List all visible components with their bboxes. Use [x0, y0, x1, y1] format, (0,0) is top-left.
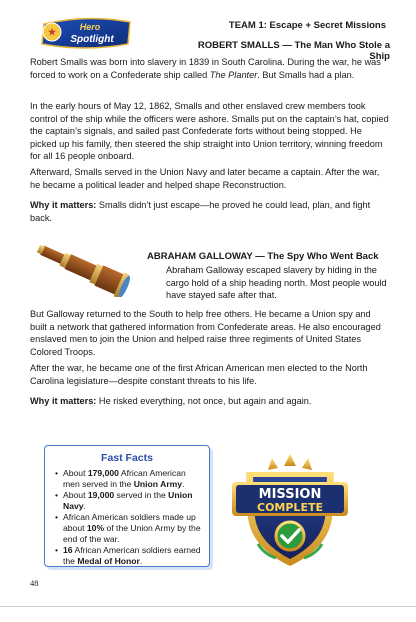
galloway-title: ABRAHAM GALLOWAY — The Spy Who Went Back — [147, 251, 379, 262]
logo-line2: Spotlight — [70, 34, 114, 45]
fact-item: • 16 African American soldiers earned the Medal of Honor. — [57, 545, 203, 567]
fast-facts-title: Fast Facts — [101, 452, 153, 464]
logo-line1: Hero — [79, 22, 101, 32]
smalls-paragraph-3: Afterward, Smalls served in the Union Navy and later became a captain. After the war, he became a political leader and helped shape Reconstruction. — [30, 167, 380, 190]
ship-name: The Planter — [209, 69, 258, 80]
svg-text:★: ★ — [47, 27, 57, 37]
galloway-why-it-matters: Why it matters: He risked everything, not once, but again and again. — [30, 396, 312, 406]
spyglass-icon — [30, 241, 134, 297]
fast-facts-box — [44, 445, 210, 567]
fact-item: • About 179,000 African American men served in the Union Army. — [57, 468, 203, 490]
galloway-paragraph-2: But Galloway returned to the South to help free others. He became a Union spy and built a network that gathered information from Confederate areas. He also encouraged enslaved men to join the Union and helped raise three regiments of United States Colored Troops. — [30, 309, 381, 357]
fact-item: • About 19,000 served in the Union Navy. — [57, 490, 203, 512]
page-number: 48 — [30, 578, 39, 588]
team-heading: TEAM 1: Escape + Secret Missions — [228, 20, 386, 31]
galloway-paragraph-3: After the war, he became one of the first African American men elected to the North Carolina legislature—despite constant threats to his life. — [30, 363, 368, 386]
smalls-why-it-matters: Why it matters: Smalls didn’t just escape—he proved he could lead, plan, and fight back. — [30, 200, 371, 223]
badge-line1: MISSION — [258, 487, 322, 502]
fact-item: • African American soldiers made up about 10% of the Union Army by the end of the war. — [57, 512, 203, 545]
mission-complete-badge-icon — [228, 452, 352, 570]
smalls-title: ROBERT SMALLS — The Man Who Stole a Ship — [197, 40, 390, 62]
footer-divider — [0, 606, 416, 607]
galloway-paragraph-1: Abraham Galloway escaped slavery by hiding in the cargo hold of a ship heading north. Most people would have stayed safe after that. — [166, 265, 387, 301]
badge-line2: COMPLETE — [257, 501, 323, 514]
smalls-paragraph-1: Robert Smalls was born into slavery in 1839 in South Carolina. During the war, he was forced to work on a Confederate ship called The Planter. But Smalls had a plan. — [30, 57, 381, 80]
hero-spotlight-logo — [38, 14, 134, 50]
smalls-paragraph-2: In the early hours of May 12, 1862, Smalls and other enslaved crew members took control of the ship while the officers were ashore. Smalls put on the captain’s hat, copied the captain’s signals, and sailed past Confederate forts without being stopped. He picked up his family, then steered the ship straight into Union territory, winning freedom for all 16 people onboard. — [30, 101, 389, 162]
